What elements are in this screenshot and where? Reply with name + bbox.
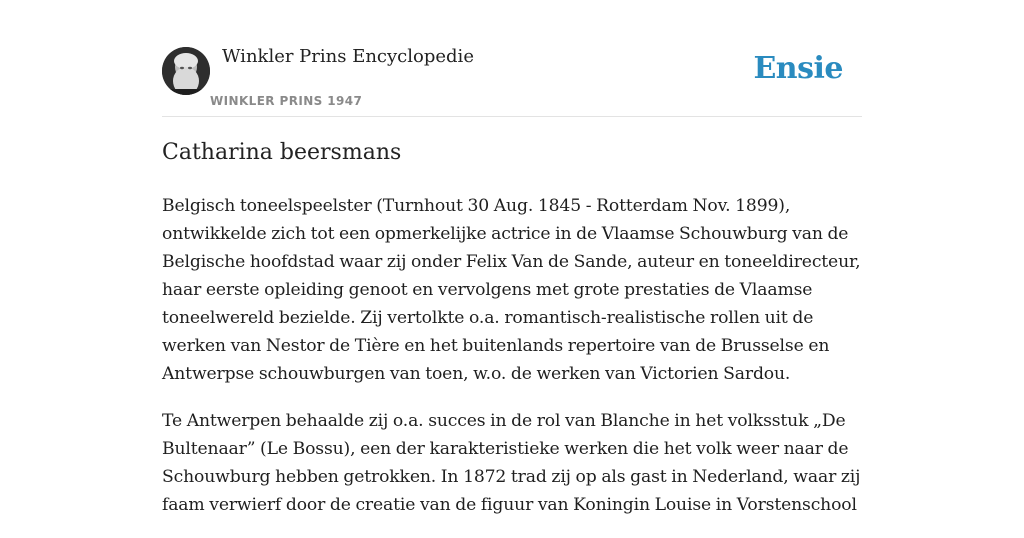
source-title[interactable]: Winkler Prins Encyclopedie xyxy=(222,46,474,67)
source-header xyxy=(162,0,862,117)
source-subtitle[interactable]: WINKLER PRINS 1947 xyxy=(210,94,363,108)
portrait-avatar-icon[interactable] xyxy=(162,47,210,95)
brand-logo[interactable]: Ensie xyxy=(753,51,843,86)
article-paragraph: Te Antwerpen behaalde zij o.a. succes in de rol van Blanche in het volksstuk „De Bultenaar” (Le Bossu), een der karakteristieke werken die het volk weer naar de Schouwburg hebben getrokken. In 1872 trad zij op als gast in Nederland, waar zij faam verwierf door de creatie van de figuur van Koningin Louise in Vorstenschool xyxy=(162,411,861,515)
article-paragraph: Belgisch toneelspeelster (Turnhout 30 Aug. 1845 - Rotterdam Nov. 1899), ontwikkelde zich tot een opmerkelijke actrice in de Vlaamse Schouwburg van de Belgische hoofdstad waar zij onder Felix Van de Sande, auteur en toneeldirecteur, haar eerste opleiding genoot en vervolgens met grote prestaties de Vlaamse toneelwereld bezielde. Zij vertolkte o.a. romantisch-realistische rollen uit de werken van Nestor de Tière en het buitenlands repertoire van de Brusselse en Antwerpse schouwburgen van toen, w.o. de werken van Victorien Sardou. xyxy=(162,196,861,384)
article-body xyxy=(162,192,862,538)
article-page xyxy=(162,0,862,515)
article-title: Catharina beersmans xyxy=(162,140,402,165)
